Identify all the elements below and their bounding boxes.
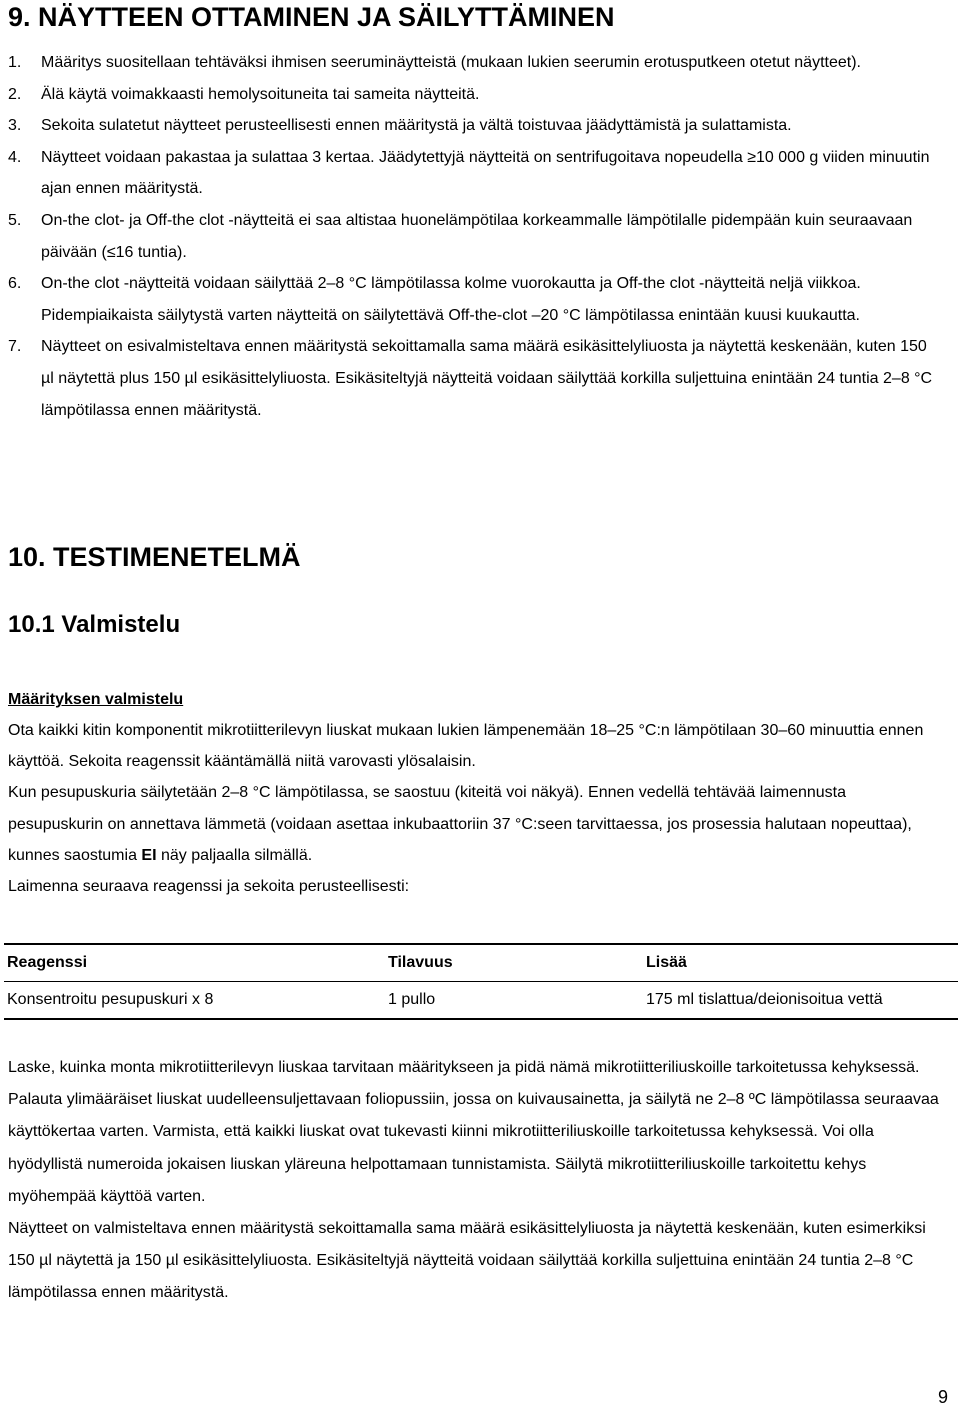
list-item bbox=[8, 205, 938, 268]
subsection-10-1-heading: 10.1 Valmistelu bbox=[8, 611, 181, 638]
list-text: On-the clot- ja Off-the clot -näytteitä ei saa altistaa huonelämpötilaa korkeammalle lämpötilalle pidempään kuin seuraavaan päivään (≤16 tuntia). bbox=[41, 211, 913, 261]
list-item bbox=[8, 331, 938, 426]
list-item bbox=[8, 47, 938, 79]
sample-handling-list bbox=[8, 47, 938, 426]
list-number: 6. bbox=[8, 275, 22, 293]
list-text: Älä käytä voimakkaasti hemolysoituneita tai sameita näytteitä. bbox=[41, 85, 480, 103]
list-number: 7. bbox=[8, 338, 22, 356]
list-item bbox=[8, 268, 938, 331]
list-text: On-the clot -näytteitä voidaan säilyttää 2–8 °C lämpötilassa kolme vuorokautta ja Off-the clot -näytteitä neljä viikkoa. Pidempiaikaista säilytystä varten näytteitä on säilytettävä Off-the-clot –20 °C lämpötilassa enintään kuusi kuukautta. bbox=[41, 275, 861, 324]
list-item bbox=[8, 110, 938, 142]
paragraph-text: näy paljaalla silmällä. bbox=[156, 846, 313, 864]
list-item bbox=[8, 79, 938, 111]
table-cell: Konsentroitu pesupuskuri x 8 bbox=[7, 991, 214, 1008]
list-item bbox=[8, 142, 938, 205]
paragraph-wash-buffer bbox=[8, 777, 943, 871]
list-number: 5. bbox=[8, 211, 22, 229]
list-text: Näytteet voidaan pakastaa ja sulattaa 3 kertaa. Jäädytettyjä näytteitä on sentrifugoitava nopeudella ≥10 000 g viiden minuutin ajan ennen määritystä. bbox=[41, 148, 930, 198]
list-number: 2. bbox=[8, 85, 22, 103]
list-text: Sekoita sulatetut näytteet perusteellisesti ennen määritystä ja vältä toistuvaa jäädyttämistä ja sulattamista. bbox=[41, 117, 792, 135]
table-cell: 1 pullo bbox=[388, 991, 436, 1008]
list-number: 3. bbox=[8, 117, 22, 135]
list-text: Näytteet on esivalmisteltava ennen määritystä sekoittamalla sama määrä esikäsittelyliuosta ja näytettä keskenään, kuten 150 µl näytettä plus 150 µl esikäsittelyliuosta. Esikäsiteltyjä näytteitä voidaan säilyttää korkilla suljettuina enintään 24 tuntia 2–8 °C lämpötilassa ennen määritystä. bbox=[41, 338, 933, 419]
strip-paragraphs bbox=[8, 1052, 943, 1310]
column-header-add: Lisää bbox=[646, 954, 687, 971]
page-number: 9 bbox=[937, 1387, 948, 1407]
table-cell: 175 ml tislattua/deionisoitua vettä bbox=[646, 991, 883, 1008]
list-number: 1. bbox=[8, 54, 22, 71]
reagent-table bbox=[4, 943, 958, 1020]
emphasis-text: EI bbox=[141, 846, 157, 864]
paragraph-strips: Laske, kuinka monta mikrotiitterilevyn liuskaa tarvitaan määritykseen ja pidä nämä mikrotiitteriliuskoille tarkoitetussa kehyksessä. Palauta ylimääräiset liuskat uudelleensuljettavaan foliopussiin, jossa on kuivausainetta, ja säilytä ne 2–8 ºC lämpötilassa seuraavaa käyttökertaa varten. Varmista, että kaikki liuskat ovat tukevasti kiinni mikrotiitteriliuskoille tarkoitetussa kehyksessä. Voi olla hyödyllistä numeroida jokaisen liuskan yläreuna helpottamaan tunnistamista. Säilytä mikrotiitteriliuskoille tarkoitettu kehys myöhempää käyttöä varten. bbox=[8, 1059, 939, 1205]
list-text: Määritys suositellaan tehtäväksi ihmisen seeruminäytteistä (mukaan lukien seerumin erotusputkeen otetut näytteet). bbox=[41, 54, 861, 71]
paragraph-warm-up: Ota kaikki kitin komponentit mikrotiitterilevyn liuskat mukaan lukien lämpenemään 18–25 °C:n lämpötilaan 30–60 minuuttia ennen käyttöä. Sekoita reagenssit kääntämällä niitä varovasti ylösalaisin. bbox=[8, 722, 924, 771]
paragraph-dilute-instruction: Laimenna seuraava reagenssi ja sekoita perusteellisesti: bbox=[8, 878, 410, 896]
paragraph-sample-preparation: Näytteet on valmisteltava ennen määritystä sekoittamalla sama määrä esikäsittelyliuosta ja näytettä keskenään, kuten esimerkiksi 150 µl näytettä ja 150 µl esikäsittelyliuosta. Esikäsiteltyjä näytteitä voidaan säilyttää korkilla suljettuina enintään 24 tuntia 2–8 °C lämpötilassa ennen määritystä. bbox=[8, 1220, 926, 1302]
column-header-volume: Tilavuus bbox=[388, 954, 453, 971]
preparation-paragraphs bbox=[8, 715, 943, 902]
list-number: 4. bbox=[8, 148, 22, 166]
section-9-heading: 9. NÄYTTEEN OTTAMINEN JA SÄILYTTÄMINEN bbox=[8, 2, 615, 32]
assay-preparation-subheading: Määrityksen valmistelu bbox=[8, 691, 184, 708]
section-10-heading: 10. TESTIMENETELMÄ bbox=[8, 542, 301, 572]
table-header-row bbox=[4, 944, 958, 982]
paragraph-text: Kun pesupuskuria säilytetään 2–8 °C lämpötilassa, se saostuu (kiteitä voi näkyä). Ennen vedellä tehtävää laimennusta pesupuskurin on annettava lämmetä (voidaan asettaa inkubaattoriin 37 °C:seen tarvittaessa, jos prosessia halutaan nopeuttaa), kunnes saostumia bbox=[8, 784, 912, 864]
column-header-reagent: Reagenssi bbox=[7, 954, 88, 971]
table-row bbox=[4, 982, 958, 1020]
